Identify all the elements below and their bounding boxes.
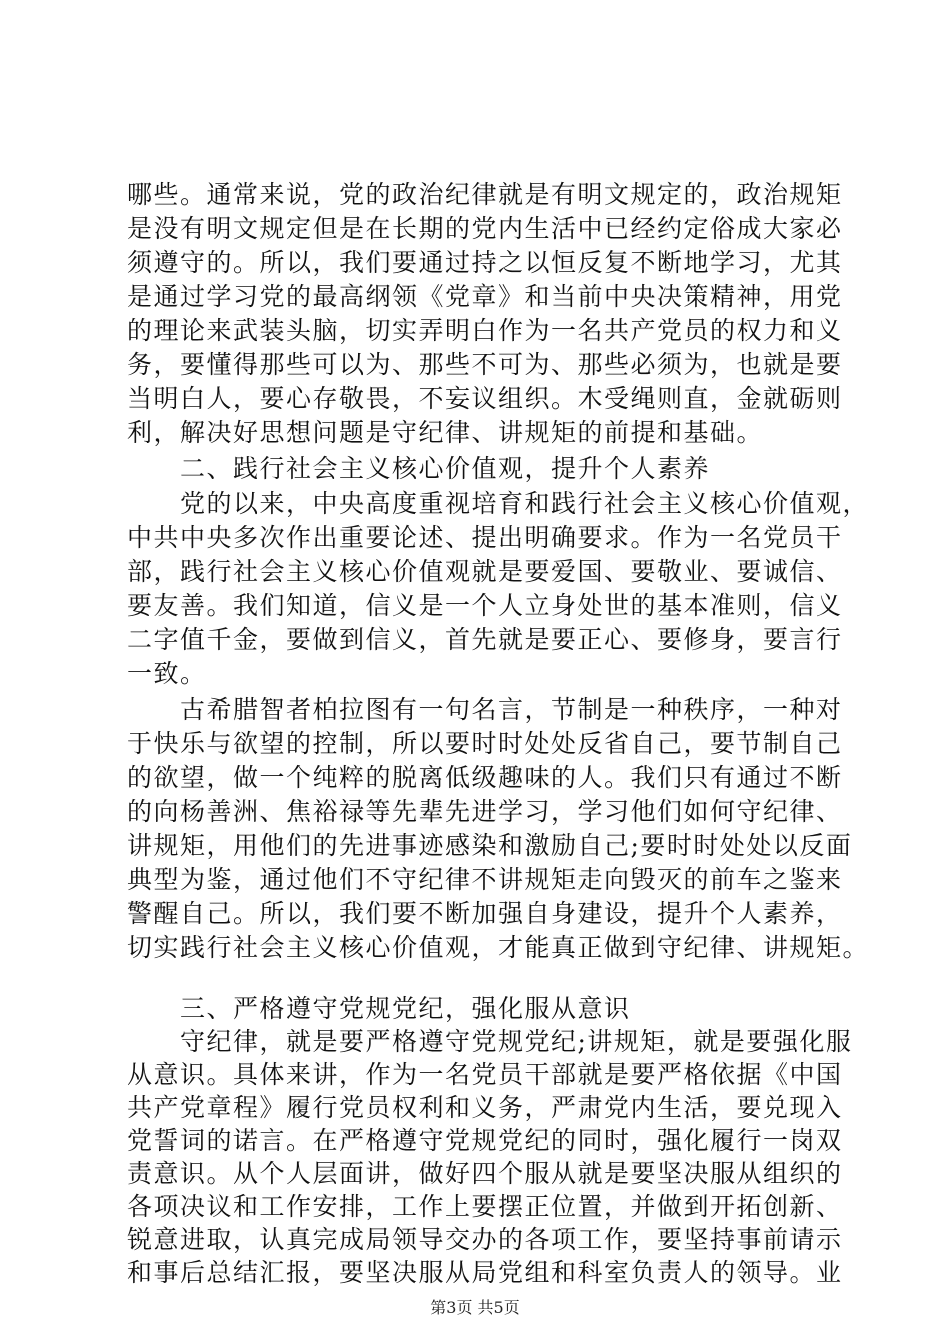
text-line: 当明白人，要心存敬畏，不妄议组织。木受绳则直，金就砺则: [127, 384, 843, 413]
text-line: 各项决议和工作安排，工作上要摆正位置，并做到开拓创新、: [127, 1192, 843, 1221]
page-footer: 第3页 共5页: [430, 1298, 520, 1317]
text-line: 一致。: [127, 659, 207, 688]
text-line: 讲规矩，用他们的先进事迹感染和激励自己;要时时处处以反面: [127, 831, 853, 860]
text-line: 部，践行社会主义核心价值观就是要爱国、要敬业、要诚信、: [127, 557, 843, 586]
text-line: 共产党章程》履行党员权利和义务，严肃党内生活，要兑现入: [127, 1093, 843, 1122]
text-line: 中共中央多次作出重要论述、提出明确要求。作为一名党员干: [127, 523, 843, 552]
text-line: 于快乐与欲望的控制，所以要时时处处反省自己，要节制自己: [127, 729, 843, 758]
text-line: 党誓词的诺言。在严格遵守党规党纪的同时，强化履行一岗双: [127, 1126, 843, 1155]
text-line: 是没有明文规定但是在长期的党内生活中已经约定俗成大家必: [127, 214, 843, 243]
text-line: 三、严格遵守党规党纪，强化服从意识: [127, 994, 631, 1023]
text-line: 务，要懂得那些可以为、那些不可为、那些必须为，也就是要: [127, 350, 843, 379]
text-line: 切实践行社会主义核心价值观，才能真正做到守纪律、讲规矩。: [127, 933, 870, 962]
text-line: 二、践行社会主义核心价值观，提升个人素养: [127, 454, 711, 483]
text-line: 责意识。从个人层面讲，做好四个服从就是要坚决服从组织的: [127, 1159, 843, 1188]
text-line: 是通过学习党的最高纲领《党章》和当前中央决策精神，用党: [127, 282, 843, 311]
text-line: 的理论来武装头脑，切实弄明白作为一名共产党员的权力和义: [127, 316, 843, 345]
text-line: 典型为鉴，通过他们不守纪律不讲规矩走向毁灭的前车之鉴来: [127, 865, 843, 894]
text-line: 二字值千金，要做到信义，首先就是要正心、要修身，要言行: [127, 625, 843, 654]
text-line: 警醒自己。所以，我们要不断加强自身建设，提升个人素养，: [127, 899, 843, 928]
text-line: 从意识。具体来讲，作为一名党员干部就是要严格依据《中国: [127, 1060, 843, 1089]
text-line: 哪些。通常来说，党的政治纪律就是有明文规定的，政治规矩: [127, 180, 843, 209]
text-line: 利，解决好思想问题是守纪律、讲规矩的前提和基础。: [127, 418, 764, 447]
text-line: 的向杨善洲、焦裕禄等先辈先进学习，学习他们如何守纪律、: [127, 797, 843, 826]
text-line: 的欲望，做一个纯粹的脱离低级趣味的人。我们只有通过不断: [127, 763, 843, 792]
text-line: 和事后总结汇报，要坚决服从局党组和科室负责人的领导。业: [127, 1258, 843, 1287]
text-line: 要友善。我们知道，信义是一个人立身处世的基本准则，信义: [127, 591, 843, 620]
text-line: 锐意进取，认真完成局领导交办的各项工作，要坚持事前请示: [127, 1225, 843, 1254]
text-line: 古希腊智者柏拉图有一句名言，节制是一种秩序，一种对: [127, 695, 843, 724]
text-line: 党的以来，中央高度重视培育和践行社会主义核心价值观，: [127, 489, 870, 518]
text-line: 须遵守的。所以，我们要通过持之以恒反复不断地学习，尤其: [127, 248, 843, 277]
text-line: 守纪律，就是要严格遵守党规党纪;讲规矩，就是要强化服: [127, 1027, 853, 1056]
